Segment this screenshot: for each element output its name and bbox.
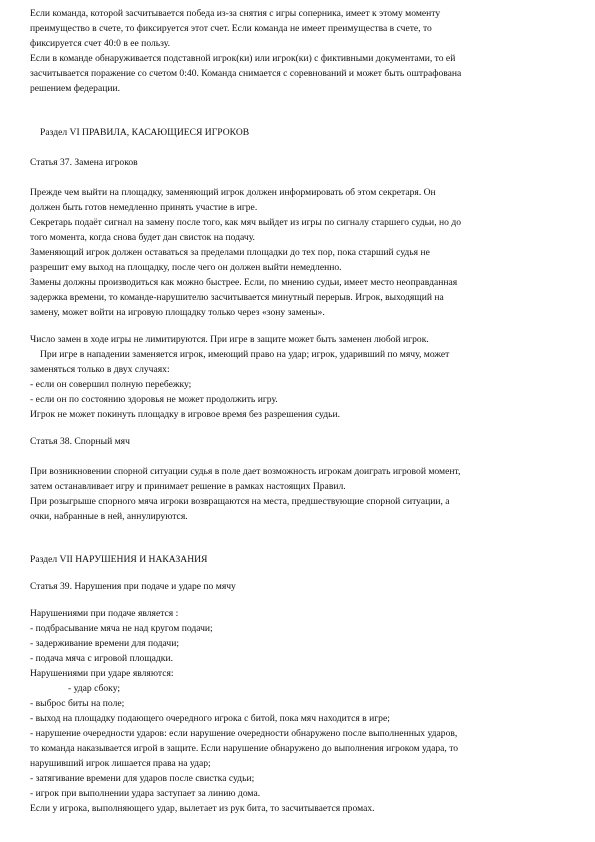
list-item: - если он по состоянию здоровья не может продолжить игру.	[30, 394, 278, 405]
text-line: нарушивший игрок лишается права на удар;	[30, 758, 211, 769]
text-line: Игрок не может покинуть площадку в игровое время без разрешения судьи.	[30, 409, 341, 420]
text-line: то команда наказывается игрой в защите. Если нарушение обнаружено до выполнения игроком удара, то	[30, 743, 459, 754]
text-line: Если в команде обнаруживается подставной игрок(ки) или игрок(ки) с фиктивными документами, то ей	[30, 53, 456, 64]
list-item: - удар сбоку;	[68, 683, 121, 694]
text-line: Нарушениями при подаче является :	[30, 608, 179, 619]
text-line: очки, набранные в ней, аннулируются.	[30, 511, 188, 522]
text-line: Если команда, которой засчитывается победа из-за снятия с игры соперника, имеет к этому моменту	[30, 8, 441, 19]
text-line: Прежде чем выйти на площадку, заменяющий игрок должен информировать об этом секретаря. Он	[30, 187, 436, 198]
text-line: При возникновении спорной ситуации судья в поле дает возможность игрокам доиграть игровой момент,	[30, 466, 461, 477]
list-item: - подбрасывание мяча не над кругом подачи;	[30, 623, 213, 634]
text-line: заменяться только в двух случаях:	[30, 364, 170, 375]
text-line: Замены должны производиться как можно быстрее. Если, по мнению судьи, имеет место неоправданная	[30, 277, 458, 288]
section-heading: Раздел VII НАРУШЕНИЯ И НАКАЗАНИЯ	[30, 554, 208, 565]
list-item: - если он совершил полную перебежку;	[30, 379, 192, 390]
text-line: затем останавливает игру и принимает решение в рамках настоящих Правил.	[30, 481, 346, 492]
text-line: фиксируется счет 40:0 в ее пользу.	[30, 38, 170, 49]
text-line: Если у игрока, выполняющего удар, вылетает из рук бита, то засчитывается промах.	[30, 803, 375, 814]
text-line: При игре в нападении заменяется игрок, имеющий право на удар; игрок, ударивший по мячу, может	[40, 349, 450, 360]
list-item: - выброс биты на поле;	[30, 698, 125, 709]
list-item: - нарушение очередности ударов: если нарушение очередности обнаружено после выполненных ударов,	[30, 728, 458, 739]
text-line: должен быть готов немедленно принять участие в игре.	[30, 202, 258, 213]
text-line: Секретарь подаёт сигнал на замену после того, как мяч выйдет из игры по сигналу старшего судьи, но до	[30, 217, 461, 228]
list-item: - выход на площадку подающего очередного игрока с битой, пока мяч находится в игре;	[30, 713, 390, 724]
list-item: - подача мяча с игровой площадки.	[30, 653, 174, 664]
text-line: разрешит ему выход на площадку, после чего он должен выйти немедленно.	[30, 262, 342, 273]
text-line: преимущество в счете, то фиксируется этот счет. Если команда не имеет преимущества в счете, то	[30, 23, 432, 34]
text-line: того момента, когда снова будет дан свисток на подачу.	[30, 232, 255, 243]
text-line: замену, может войти на игровую площадку только через «зону замены».	[30, 307, 325, 318]
list-item: - игрок при выполнении удара заступает за линию дома.	[30, 788, 261, 799]
article-heading: Статья 38. Спорный мяч	[30, 436, 130, 447]
text-line: задержка времени, то команде-нарушителю засчитывается минутный перерыв. Игрок, выходящий на	[30, 292, 444, 303]
text-line: засчитывается поражение со счетом 0:40. Команда снимается с соревнований и может быть оштрафована	[30, 68, 462, 79]
list-item: - задерживание времени для подачи;	[30, 638, 180, 649]
list-item: - затягивание времени для ударов после свистка судьи;	[30, 773, 255, 784]
text-line: Нарушениями при ударе являются:	[30, 668, 174, 679]
text-line: Число замен в ходе игры не лимитируются. При игре в защите может быть заменен любой игрок.	[30, 334, 429, 345]
text-line: решением федерации.	[30, 83, 121, 94]
article-heading: Статья 39. Нарушения при подаче и ударе по мячу	[30, 581, 236, 592]
text-line: Заменяющий игрок должен оставаться за пределами площадки до тех пор, пока старший судья не	[30, 247, 430, 258]
article-heading: Статья 37. Замена игроков	[30, 157, 138, 168]
section-heading: Раздел VI ПРАВИЛА, КАСАЮЩИЕСЯ ИГРОКОВ	[40, 127, 250, 138]
text-line: При розыгрыше спорного мяча игроки возвращаются на места, предшествующие спорной ситуации, а	[30, 496, 450, 507]
